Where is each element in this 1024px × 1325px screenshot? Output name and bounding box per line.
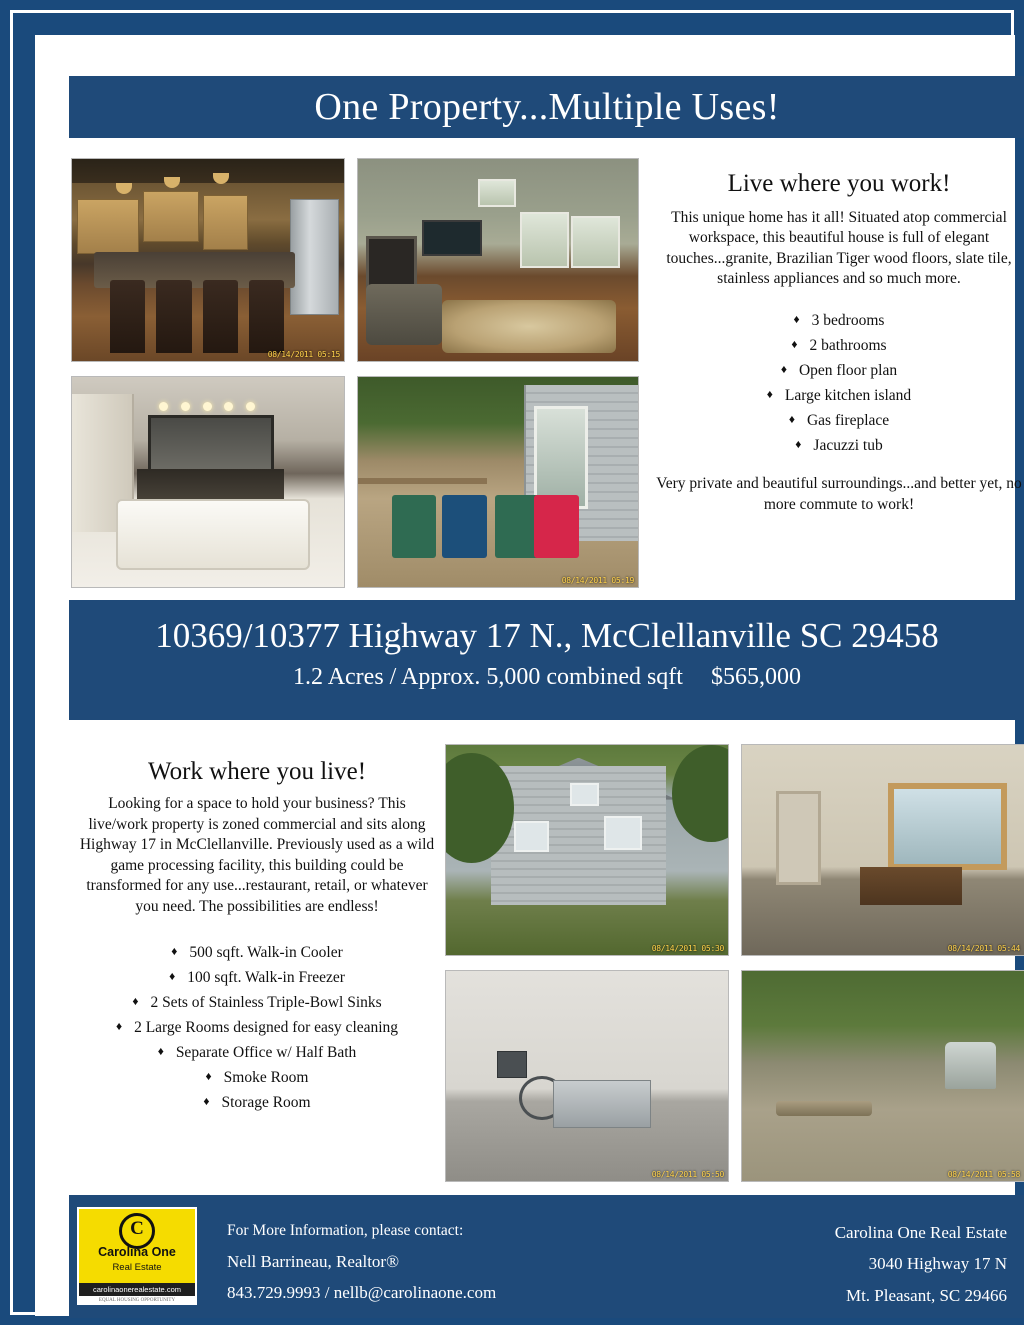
photo-timestamp: 08/14/2011 05:15: [267, 350, 340, 359]
refrigerator: [290, 199, 338, 314]
list-item-label: Gas fireplace: [806, 412, 890, 430]
diamond-bullet-icon: ♦: [203, 1094, 210, 1109]
list-item-label: 2 bathrooms: [809, 336, 887, 354]
dining-chair: [156, 280, 191, 353]
television: [422, 220, 482, 256]
deck-chair: [442, 495, 487, 558]
diamond-bullet-icon: ♦: [793, 311, 800, 326]
live-heading: Live where you work!: [727, 170, 951, 197]
list-item-label: Separate Office w/ Half Bath: [175, 1044, 357, 1062]
dining-chair: [249, 280, 284, 353]
vanity-light: [203, 402, 212, 411]
vanity-counter: [137, 469, 284, 503]
list-item: [71, 940, 443, 965]
property-price: $565,000: [710, 664, 801, 690]
dining-chair: [203, 280, 238, 353]
photo-exterior: [445, 744, 729, 956]
office-window: [888, 783, 1007, 871]
property-size: 1.2 Acres / Approx. 5,000 combined sqft: [293, 664, 683, 690]
desk: [860, 867, 962, 905]
footer-band: [69, 1195, 1024, 1318]
diamond-bullet-icon: ♦: [780, 362, 787, 377]
gas-fireplace: [366, 236, 417, 290]
diamond-bullet-icon: ♦: [766, 387, 773, 402]
diamond-bullet-icon: ♦: [132, 993, 139, 1008]
electrical-box: [497, 1051, 527, 1078]
vanity-mirror: [148, 415, 274, 476]
work-description: Looking for a space to hold your business? This live/work property is zoned commercial and sits along Highway 17 in McClellanville. Previously used as a wild game processing facility, this building could be transformed for any use...restaurant, retail, or whatever you need. The possibilities are endless!: [79, 795, 435, 916]
photo-timestamp: 08/14/2011 05:30: [651, 944, 724, 953]
contact-block: [227, 1217, 496, 1309]
list-item-label: Open floor plan: [798, 362, 898, 380]
stainless-sink: [553, 1080, 651, 1128]
list-item: [71, 990, 443, 1015]
area-rug: [442, 300, 616, 353]
kitchen-cabinet: [77, 199, 139, 254]
work-section: [71, 758, 443, 1115]
list-item: [71, 1090, 443, 1115]
window: [514, 821, 549, 852]
deck-railing: [358, 478, 487, 484]
diamond-bullet-icon: ♦: [791, 336, 798, 351]
diamond-bullet-icon: ♦: [205, 1069, 212, 1084]
photo-kitchen: [71, 158, 345, 362]
list-item: [71, 1040, 443, 1065]
live-feature-list: [651, 308, 1024, 459]
gable-window: [478, 179, 516, 207]
logo-badge: [79, 1209, 195, 1283]
diamond-bullet-icon: ♦: [795, 437, 802, 452]
agent-contact[interactable]: 843.729.9993 / nellb@carolinaone.com: [227, 1283, 497, 1303]
photo-timestamp: 08/14/2011 05:50: [651, 1170, 724, 1179]
interior-door: [776, 791, 821, 885]
list-item: [651, 358, 1024, 383]
page-content-area: [35, 35, 1022, 1316]
diamond-bullet-icon: ♦: [171, 943, 178, 958]
list-item-label: 3 bedrooms: [811, 311, 885, 329]
photo-timestamp: 08/14/2011 05:58: [947, 1170, 1020, 1179]
gable-window: [570, 783, 599, 806]
work-heading: Work where you live!: [147, 758, 367, 785]
diamond-bullet-icon: ♦: [157, 1044, 164, 1059]
list-item: [651, 408, 1024, 433]
office-name: Carolina One Real Estate: [834, 1223, 1007, 1242]
diamond-bullet-icon: ♦: [788, 412, 795, 427]
list-item: [651, 433, 1024, 458]
vanity-light: [181, 402, 190, 411]
property-address: 10369/10377 Highway 17 N., McClellanville SC 29458: [155, 616, 939, 655]
processing-room-image: [446, 971, 728, 1181]
live-closing-text: Very private and beautiful surroundings...and better yet, no more commute to work!: [656, 475, 1022, 513]
diamond-bullet-icon: ♦: [115, 1018, 123, 1033]
list-item: [71, 1065, 443, 1090]
list-item-label: 500 sqft. Walk-in Cooler: [189, 943, 343, 961]
flyer-title-bar: [69, 76, 1024, 138]
live-section: [651, 170, 1024, 515]
logo-website[interactable]: carolinaonerealestate.com: [79, 1283, 195, 1296]
list-item: [71, 1015, 443, 1040]
page-title: One Property...Multiple Uses!: [314, 86, 780, 128]
logo-brand-line2: Real Estate: [112, 1262, 162, 1274]
deck-door: [534, 406, 588, 509]
list-item-label: Jacuzzi tub: [813, 437, 883, 455]
jacuzzi-tub: [116, 499, 310, 570]
window: [604, 816, 642, 849]
list-item-label: Smoke Room: [223, 1069, 309, 1087]
live-description: This unique home has it all! Situated atop commercial workspace, this beautiful house is full of elegant touches...granite, Brazilian Tiger wood floors, slate tile, stainless appliances and so much more.: [666, 209, 1012, 288]
circle-c-icon: C: [119, 1213, 155, 1249]
list-item: [71, 965, 443, 990]
list-item: [651, 308, 1024, 333]
agent-name: Nell Barrineau, Realtor®: [227, 1251, 399, 1271]
photo-living-room: [357, 158, 639, 362]
list-item-label: 2 Sets of Stainless Triple-Bowl Sinks: [150, 993, 382, 1011]
living-window: [571, 216, 620, 268]
list-item-label: Storage Room: [221, 1094, 311, 1112]
contact-intro: For More Information, please contact:: [227, 1222, 464, 1239]
french-door: [520, 212, 569, 269]
diamond-bullet-icon: ♦: [169, 968, 176, 983]
office-street: 3040 Highway 17 N: [868, 1254, 1007, 1274]
kitchen-cabinet: [143, 191, 199, 241]
list-item-label: 100 sqft. Walk-in Freezer: [187, 968, 345, 986]
kitchen-cabinet: [203, 195, 249, 250]
dining-chair: [110, 280, 145, 353]
photo-bathroom: [71, 376, 345, 588]
office-city: Mt. Pleasant, SC 29466: [845, 1285, 1007, 1305]
pipe: [776, 1101, 872, 1116]
photo-lot: [741, 970, 1024, 1182]
office-block: [835, 1217, 1007, 1311]
logo-brand-line1: Carolina One: [98, 1245, 176, 1259]
address-band: [69, 600, 1024, 720]
work-feature-list: [71, 940, 443, 1116]
photo-timestamp: 08/14/2011 05:44: [947, 944, 1020, 953]
list-item: [651, 383, 1024, 408]
storage-tank: [945, 1042, 996, 1088]
photo-office-interior: [741, 744, 1024, 956]
photo-deck: [357, 376, 639, 588]
carolina-one-logo: [77, 1207, 197, 1305]
deck-chair: [534, 495, 579, 558]
photo-processing-room: [445, 970, 729, 1182]
equal-housing-icon: EQUAL HOUSING OPPORTUNITY: [98, 1298, 176, 1303]
sofa: [366, 284, 442, 345]
list-item: [651, 333, 1024, 358]
property-summary: [69, 664, 1024, 691]
page-border: [10, 10, 1022, 1315]
deck-chair: [392, 495, 437, 558]
list-item-label: 2 Large Rooms designed for easy cleaning: [134, 1018, 399, 1036]
logo-brand-text: [79, 1245, 195, 1274]
photo-timestamp: 08/14/2011 05:19: [561, 576, 634, 585]
list-item-label: Large kitchen island: [784, 387, 912, 405]
deck-chair: [495, 495, 540, 558]
